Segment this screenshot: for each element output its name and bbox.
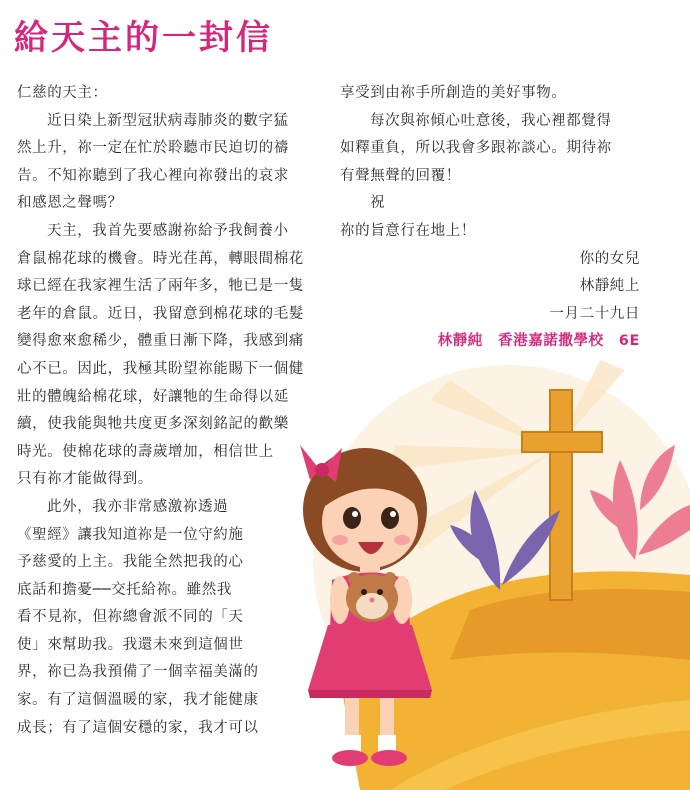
text-line: 近日染上新型冠狀病毒肺炎的數字猛 <box>47 112 289 129</box>
text-line: 予慈愛的上主。我能全然把我的心 <box>17 554 244 571</box>
letter-date: 一月二十九日 <box>549 305 640 322</box>
text-line: 有聲無聲的回覆！ <box>340 167 461 184</box>
text-line: 球已經在我家裡生活了兩年多，牠已是一隻 <box>17 278 304 295</box>
text-line: 每次與祢傾心吐意後，我心裡都覺得 <box>370 112 612 129</box>
text-line: 和感恩之聲嗎？ <box>17 195 123 212</box>
text-line: 變得愈來愈稀少，體重日漸下降，我感到痛 <box>17 333 304 350</box>
text-line: 只有祢才能做得到。 <box>17 471 153 488</box>
text-line: 看不見祢，但祢總會派不同的「天 <box>17 609 244 626</box>
letter-title: 給天主的一封信 <box>14 18 273 58</box>
text-line: 如釋重負，所以我會多跟祢談心。期待祢 <box>340 140 612 157</box>
text-line: 界，祢已為我預備了一個幸福美滿的 <box>17 664 259 681</box>
text-line: 天主，我首先要感謝祢給予我飼養小 <box>47 222 289 239</box>
signature-relation: 你的女兒 <box>579 250 640 267</box>
author-credit: 林靜純 香港嘉諾撒學校 6E <box>437 333 640 350</box>
hamster <box>346 572 398 622</box>
text-line: 倉鼠棉花球的機會。時光荏苒，轉眼間棉花 <box>17 250 304 267</box>
text-line: 心不已。因此，我極其盼望祢能賜下一個健 <box>17 360 304 377</box>
letter-column-right <box>340 80 640 356</box>
text-line: 時光。使棉花球的壽歲增加，相信世上 <box>17 443 274 460</box>
text-line: 成長；有了這個安穩的家，我才可以 <box>17 719 259 736</box>
text-line: 告。不知祢聽到了我心裡向祢發出的哀求 <box>17 167 289 184</box>
text-line: 壯的體魄給棉花球，好讓牠的生命得以延 <box>17 388 289 405</box>
blessing-line: 祢的旨意行在地上！ <box>340 222 476 239</box>
text-line: 續，使我能與牠共度更多深刻銘記的歡樂 <box>17 416 289 433</box>
text-line: 老年的倉鼠。近日，我留意到棉花球的毛髮 <box>17 305 304 322</box>
text-line: 家。有了這個溫暖的家，我才能健康 <box>17 692 259 709</box>
greeting: 仁慈的天主： <box>17 85 108 101</box>
signature-name: 林靜純上 <box>579 278 640 295</box>
text-line: 使」來幫助我。我還未來到這個世 <box>17 636 244 653</box>
text-line: 此外，我亦非常感激祢透過 <box>47 498 229 515</box>
text-line: 《聖經》讓我知道祢是一位守約施 <box>17 526 244 543</box>
girl-cross-illustration <box>270 360 690 790</box>
letter-column-left <box>17 80 327 742</box>
text-line: 享受到由祢手所創造的美好事物。 <box>340 85 567 101</box>
closing-wish: 祝 <box>370 195 386 212</box>
text-line: 底話和擔憂──交托給祢。雖然我 <box>17 581 232 598</box>
text-line: 然上升，祢一定在忙於聆聽市民迫切的禱 <box>17 140 289 157</box>
